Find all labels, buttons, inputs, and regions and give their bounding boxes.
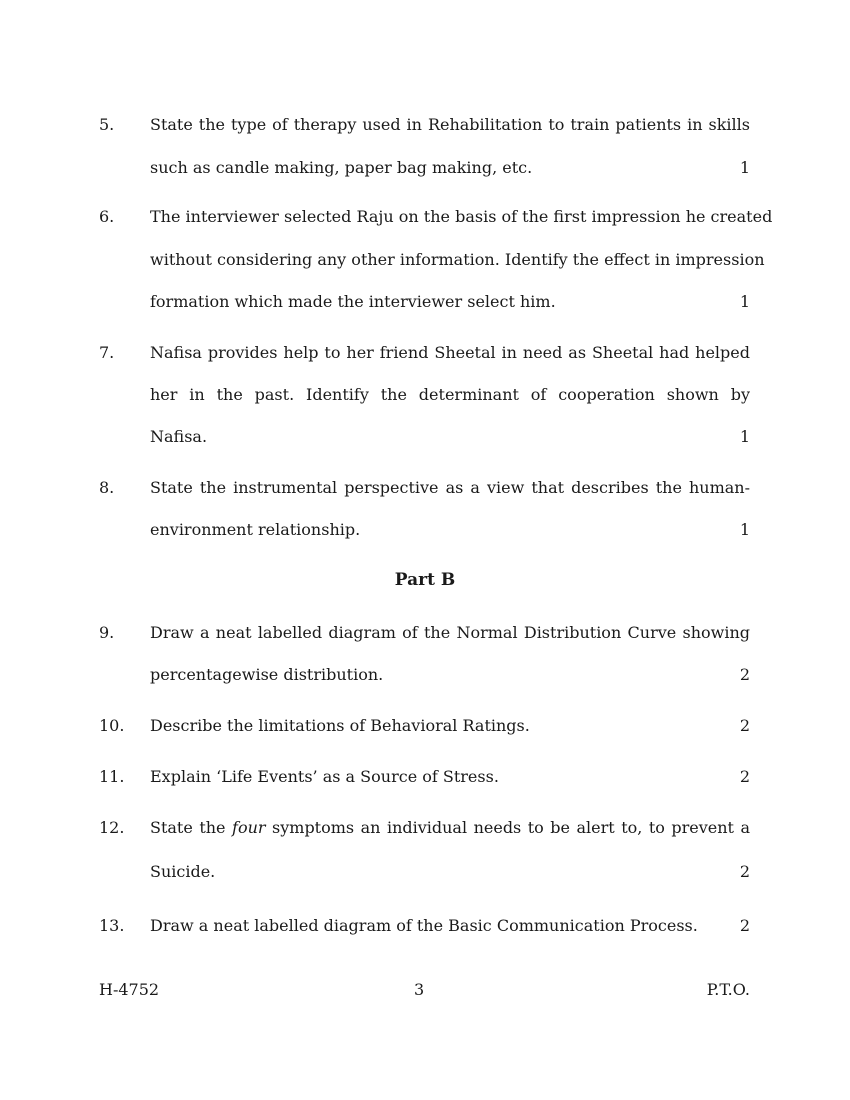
question-number: 10. [99, 716, 125, 735]
question-number: 8. [99, 478, 115, 497]
question-text-segment: symptoms an individual needs to be alert to, to prevent a [265, 818, 751, 837]
question-text-line: State the type of therapy used in Rehabilitation to train patients in skills [150, 115, 750, 134]
question-number: 6. [99, 207, 115, 226]
paper-code: H-4752 [99, 980, 160, 999]
question-text-line: environment relationship. [150, 520, 361, 539]
marks-label: 2 [739, 716, 750, 735]
question-text-line: such as candle making, paper bag making, etc. [150, 158, 533, 177]
marks-label: 2 [739, 862, 750, 881]
marks-label: 1 [739, 292, 750, 311]
question-text-line [150, 818, 750, 837]
question-number: 9. [99, 623, 115, 642]
question-text-line: State the instrumental perspective as a view that describes the human- [150, 478, 750, 497]
question-number: 11. [99, 767, 125, 786]
question-text-line: Draw a neat labelled diagram of the Normal Distribution Curve showing [150, 623, 750, 642]
question-text-line: Explain ‘Life Events’ as a Source of Stress. [150, 767, 499, 786]
marks-label: 2 [739, 767, 750, 786]
marks-label: 1 [739, 158, 750, 177]
marks-label: 1 [739, 520, 750, 539]
question-text-line: Nafisa provides help to her friend Sheetal in need as Sheetal had helped [150, 343, 750, 362]
pto-label: P.T.O. [706, 980, 750, 999]
question-number: 13. [99, 916, 125, 935]
question-text-line: Nafisa. [150, 427, 208, 446]
question-text-line: Suicide. [150, 862, 216, 881]
question-text-line: her in the past. Identify the determinant of cooperation shown by [150, 385, 750, 404]
question-text-line: Draw a neat labelled diagram of the Basic Communication Process. [150, 916, 698, 935]
question-number: 5. [99, 115, 115, 134]
marks-label: 2 [739, 665, 750, 684]
question-number: 12. [99, 818, 125, 837]
marks-label: 2 [739, 916, 750, 935]
question-text-line: without considering any other information. Identify the effect in impression [150, 250, 765, 269]
question-text-line: formation which made the interviewer select him. [150, 292, 556, 311]
question-number: 7. [99, 343, 115, 362]
part-b-heading: Part B [394, 570, 456, 590]
page-number: 3 [414, 980, 425, 999]
question-text-line: Describe the limitations of Behavioral Ratings. [150, 716, 530, 735]
question-text-segment: State the [150, 818, 233, 837]
question-text-line: percentagewise distribution. [150, 665, 384, 684]
emphasized-word: four [232, 818, 266, 837]
marks-label: 1 [739, 427, 750, 446]
question-text-line: The interviewer selected Raju on the basis of the first impression he created [150, 207, 773, 226]
